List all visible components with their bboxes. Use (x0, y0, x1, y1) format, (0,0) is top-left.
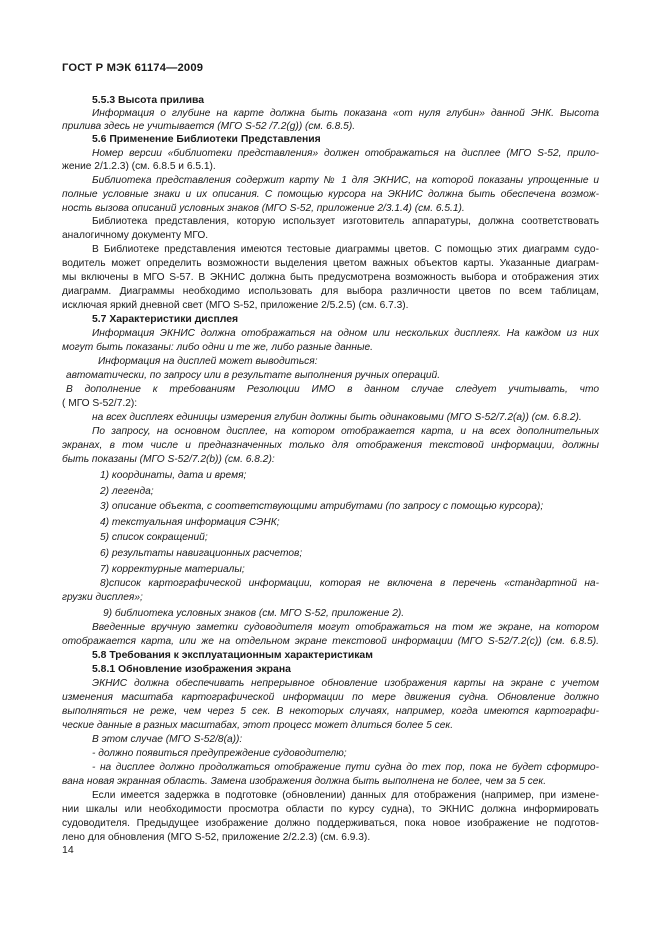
list-item: 5) список сокращений; (100, 532, 208, 543)
text-line: диаграмм. Диаграммы необходимо использовать для выбора различности цветов по всем таблицам, (62, 286, 599, 297)
text-line: лено для обновления (МГО S-52, приложение 2/2.2.3) (см. 6.9.3). (62, 832, 371, 843)
text-line: экранах, в том числе и предназначенных только для отображения текстовой информации, должны (62, 440, 599, 451)
text-line: - на дисплее должно продолжаться отображение пути судна до тех пор, пока не будет сформиро- (92, 762, 599, 773)
text-line: вана новая экранная область. Замена изображения должна быть выполнена не более, чем за 5 сек. (62, 776, 547, 787)
list-item-continued: грузки дисплея»; (62, 592, 143, 603)
list-item: 2) легенда; (100, 486, 154, 497)
text-line: мы включены в МГО S-57. В ЭКНИС должна быть предусмотрена возможность выбора и отображения этих (62, 272, 599, 283)
text-line: В этом случае (МГО S-52/8(а)): (92, 734, 243, 745)
text-line: ческие данные в разных масштабах, этот процесс может длиться более 5 сек. (62, 720, 454, 731)
text-line: Информация на дисплей может выводиться: (98, 356, 318, 367)
text-line: Библиотека представления содержит карту № 1 для ЭКНИС, на которой показаны упрощенные и (92, 175, 599, 186)
list-item: 9) библиотека условных знаков (см. МГО S-52, приложение 2). (103, 608, 405, 619)
text-line: ( МГО S-52/7.2): (62, 398, 138, 409)
text-line: Если имеется задержка в подготовке (обновлении) данных для отображения (например, при измене- (92, 790, 599, 801)
list-item: 4) текстуальная информация СЭНК; (100, 517, 280, 528)
text-line: Библиотека представления, которую использует изготовитель аппаратуры, должна соответствовать (92, 216, 599, 227)
list-item: 7) корректурные материалы; (100, 564, 245, 575)
text-line: - должно появиться предупреждение судоводителю; (92, 748, 347, 759)
text-line: судоводителя. Предыдущее изображение должно поддерживаться, пока новое изображение не подготов- (62, 818, 599, 829)
text-line: автоматически, по запросу или в результате выполнения ручных операций. (66, 370, 441, 381)
text-line: Информация ЭКНИС должна отображаться на одном или нескольких дисплеях. На каждом из них (92, 328, 599, 339)
text-line: прилива здесь не учитывается (МГО S-52 /7.2(g)) (см. 6.8.5). (62, 121, 356, 132)
text-line: По запросу, на основном дисплее, на котором отображается карта, и на всех дополнительных (92, 426, 599, 437)
section-heading-5-7: 5.7 Характеристики дисплея (92, 314, 239, 325)
text-line: исключая яркий дневной свет (МГО S-52, приложение 2/5.2.5) (см. 6.7.3). (62, 300, 409, 311)
list-item: 1) координаты, дата и время; (100, 470, 247, 481)
text-line: быть показаны (МГО S-52/7.2(b)) (см. 6.8.2): (62, 454, 275, 465)
text-line: В дополнение к требованиям Резолюции ИМО в данном случае следует учитывать, что (66, 384, 599, 395)
text-line: на всех дисплеях единицы измерения глубин должны быть одинаковыми (МГО S-52/7.2(а)) (см. 6.8.2). (92, 412, 582, 423)
section-heading-5-6: 5.6 Применение Библиотеки Представления (92, 134, 321, 145)
list-item: 6) результаты навигационных расчетов; (100, 548, 303, 559)
text-line: водитель может определить возможности выделения цветом важных объектов карты. Указанные диаграм- (62, 258, 599, 269)
list-item: 8)список картографической информации, которая не включена в перечень «стандартной на- (100, 578, 599, 589)
text-line: ность вызова описаний условных знаков (МГО S-52, приложение 2/3.1.4) (см. 6.5.1). (62, 203, 465, 214)
running-header: ГОСТ Р МЭК 61174—2009 (62, 62, 204, 74)
section-heading-5-8: 5.8 Требования к эксплуатационным характеристикам (92, 650, 373, 661)
text-line: Номер версии «библиотеки представления» должен отображаться на дисплее (МГО S-52, прило- (92, 148, 599, 159)
list-item: 3) описание объекта, с соответствующими атрибутами (по запросу с помощью курсора); (100, 501, 544, 512)
section-heading-5-8-1: 5.8.1 Обновление изображения экрана (92, 664, 291, 675)
text-line: выполняться не реже, чем через 5 сек. В некоторых случаях, например, когда имеются картографи- (62, 706, 599, 717)
text-line: аналогичному документу МГО. (62, 230, 209, 241)
text-line: В Библиотеке представления имеются тестовые диаграммы цветов. С помощью этих диаграмм судо- (92, 244, 599, 255)
page-number: 14 (62, 844, 74, 856)
text-line: могут быть показаны: либо одни и те же, либо разные данные. (62, 342, 373, 353)
section-heading-5-5-3: 5.5.3 Высота прилива (92, 95, 205, 106)
text-line: жение 2/1.2.3) (см. 6.8.5 и 6.5.1). (62, 161, 216, 172)
text-line: Введенные вручную заметки судоводителя могут отображаться на том же экране, на котором (92, 622, 599, 633)
text-line: изменения масштаба картографической информации по мере движения судна. Обновление должно (62, 692, 599, 703)
text-line: ЭКНИС должна обеспечивать непрерывное обновление изображения карты на экране с учетом (92, 678, 599, 689)
text-line: отображается карта, или же на отдельном экране текстовой информации (МГО S-52/7.2(с)) (см. 6.8.5). (62, 636, 599, 647)
text-line: полные условные знаки и их описания. С помощью курсора на ЭКНИС должна быть обеспечена возмож- (62, 189, 599, 200)
text-line: нии шкалы или необходимости просмотра области по курсу судна), то ЭКНИС должна информировать (62, 804, 599, 815)
text-line: Информация о глубине на карте должна быть показана «от нуля глубин» данной ЭНК. Высота (92, 108, 599, 119)
